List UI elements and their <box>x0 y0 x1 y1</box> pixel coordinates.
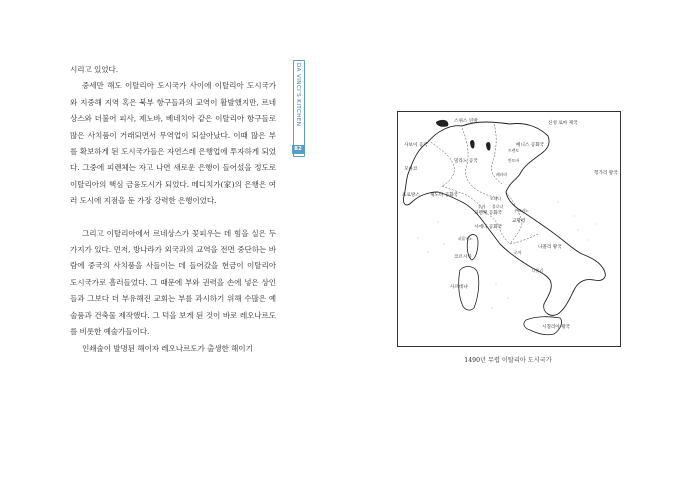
label-hre: 신성 로마 제국 <box>548 121 578 126</box>
label-corsica: 코르시카 <box>454 255 472 260</box>
lake <box>470 140 475 149</box>
border <box>510 234 538 244</box>
border <box>428 140 454 186</box>
map-caption: 1490년 무렵 이탈리아 도시국가 <box>464 357 552 364</box>
lake <box>436 120 448 127</box>
label-naples: 나폴리 왕국 <box>538 245 562 250</box>
label-swiss: 스위스 연방 <box>454 119 478 124</box>
side-tab-label: DA VINCI'S KITCHEN <box>295 63 301 127</box>
label-naples-city: 나폴리 <box>532 268 544 273</box>
label-genoa: 제노바 공화국 <box>430 193 459 198</box>
paragraph-3: 그리고 이탈리아에서 르네상스가 꽃피우는 데 힘을 실은 두 가지가 있다. 먼저, 방나라가 외국과의 교역을 전면 중단하는 바람에 중국의 사치품을 사들이는 데 들어갔을 현금이 이탈리아 도시국가로 흘러들었다. 그 때문에 부와 권력을 손에 넣은 상인들과 그보다 더 부유해진 교회는 부를 과시하기 위해 수많은 예술품과 건축물 제작했다. 그 덕을 보게 된 것이 바로 레오나르도를 비롯한 예술가들이다. <box>70 228 276 337</box>
label-mantua: 만토바 <box>508 158 520 163</box>
label-siena: 시에나 공화국 <box>474 225 503 230</box>
border <box>462 128 474 188</box>
italy-map <box>398 112 620 346</box>
label-monaco: 모나코 <box>404 167 418 172</box>
border <box>506 192 522 244</box>
label-modena: 모데나 <box>490 196 502 201</box>
label-florence: 피렌체 공화국 <box>474 211 503 216</box>
italy-outline <box>403 122 605 315</box>
label-urbino: 우르비노 <box>514 208 529 213</box>
label-venice: 베니스 공화국 <box>516 143 545 148</box>
label-papal: 교황령 <box>512 219 526 224</box>
label-sardinia: 사르데냐 <box>450 285 468 290</box>
label-rome: 로마 <box>514 250 522 255</box>
label-lucca: 루카 <box>478 204 486 209</box>
label-provence: 프로방스 <box>402 193 420 198</box>
label-bologna: 볼로냐 <box>492 204 504 209</box>
map-figure <box>397 111 621 347</box>
label-sicily: 시칠리아 왕국 <box>542 325 571 330</box>
label-trento: 트렌토 <box>508 148 520 153</box>
page-number: 82 <box>292 145 304 154</box>
paragraph-1: 시리고 있었다. <box>70 65 119 74</box>
lake <box>486 142 491 151</box>
label-hungary: 헝가리 왕국 <box>594 171 618 176</box>
label-savoy: 사보이 공국 <box>404 143 428 148</box>
label-piombino: 피옴비노 <box>458 236 473 241</box>
label-ferrara: 페라라 <box>496 172 508 177</box>
paragraph-4: 인쇄술이 발명된 해이자 레오나르도가 출생한 해이기 <box>82 343 253 353</box>
body-text <box>70 62 276 357</box>
label-milan: 밀라노 공국 <box>454 159 478 164</box>
paragraph-2: 중세만 해도 이탈리아 도시국가 사이에 이탈리아 도시국가와 지중해 지역 혹은 북부 항구들과의 교역이 활발했지만, 르네상스와 더불어 피사, 제노바, 베네치아 같은 이탈리아 항구들로 많은 사치품이 거래되면서 무역업이 되살아났다. 이때 많은 부를 확보하게 된 도시국가들은 자연스레 은행업에 투자하게 되었다. 그중에 피렌체는 자고 나면 새로운 은행이 들어섰을 정도로 이탈리아의 핵심 금융도시가 되었다. 메디치가(家)의 은행은 여러 도시에 지점을 둔 가장 강력한 은행이었다. <box>70 81 276 206</box>
